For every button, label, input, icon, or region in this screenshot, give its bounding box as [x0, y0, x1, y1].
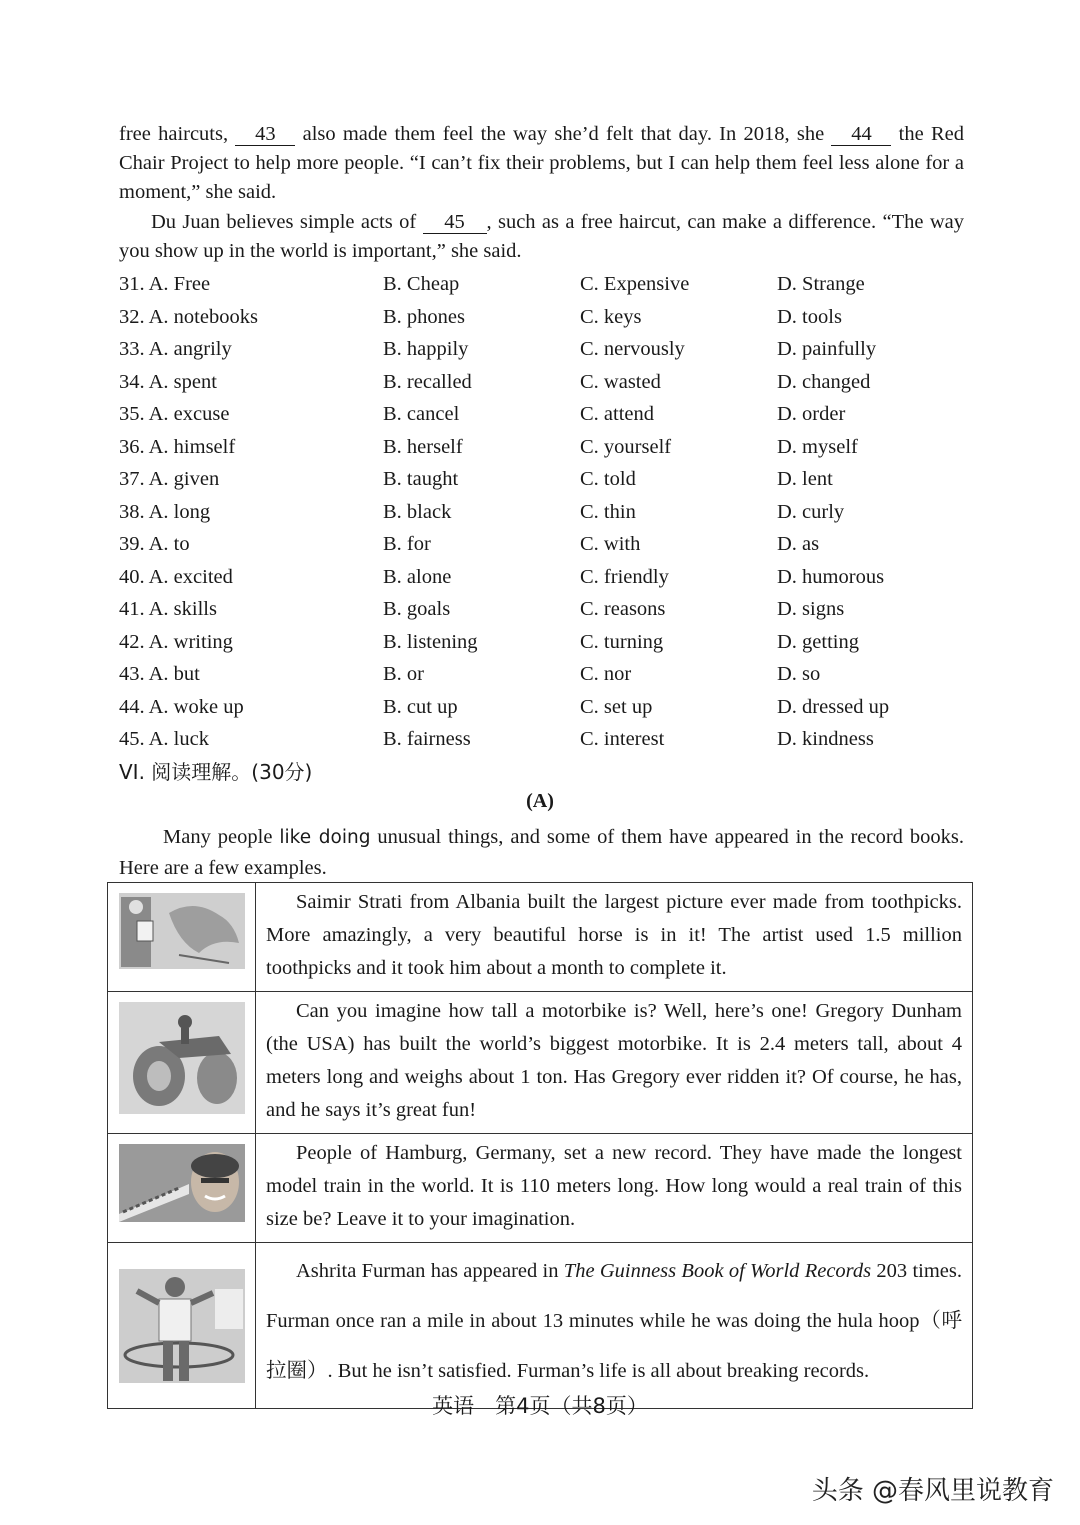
table-row: [108, 1134, 973, 1243]
option-choice: C. wasted: [580, 370, 661, 393]
option-row: [119, 398, 979, 431]
option-choice: D. as: [777, 533, 820, 555]
option-choice: 43. A. but: [119, 663, 200, 685]
passage-text: also made them feel the way she’d felt that day. In 2018, she: [295, 123, 832, 145]
option-choice: 40. A. excited: [119, 565, 233, 588]
option-choice: C. nor: [580, 663, 632, 685]
reading-intro: [119, 822, 964, 884]
option-choice: D. getting: [777, 630, 859, 653]
record-text: People of Hamburg, Germany, set a new record. They have made the longest model train in the world. It is 110 meters long. How long would a real train of this size be? Leave it to your imagination.: [266, 1142, 962, 1230]
option-row: [119, 463, 979, 496]
option-choice: D. tools: [777, 305, 842, 328]
option-choice: B. listening: [383, 630, 478, 653]
passage-text: , such as a free haircut, can make a difference. “The way you show up in the world is important,” she said.: [119, 211, 964, 262]
option-row: [119, 268, 979, 301]
record-text: 203 times. Furman once ran a mile in about 13 minutes while he was doing the hula hoop（呼拉圈）. But he isn’t satisfied. Furman’s life is all about breaking records.: [266, 1260, 962, 1382]
option-choice: C. interest: [580, 728, 665, 750]
option-choice: D. Strange: [777, 273, 865, 295]
option-choice: 37. A. given: [119, 468, 220, 490]
option-choice: 33. A. angrily: [119, 338, 232, 360]
option-choice: 42. A. writing: [119, 630, 233, 653]
photo-cell: [108, 883, 256, 992]
records-table: [107, 882, 973, 1409]
option-row: [119, 528, 979, 561]
option-choice: D. humorous: [777, 565, 885, 588]
blank-45: 45: [423, 211, 487, 234]
option-choice: C. set up: [580, 695, 653, 718]
option-row: [119, 366, 979, 399]
option-choice: C. yourself: [580, 435, 672, 458]
option-choice: D. painfully: [777, 338, 877, 360]
option-choice: 36. A. himself: [119, 435, 236, 458]
option-choice: C. friendly: [580, 565, 669, 588]
option-choice: B. alone: [383, 565, 452, 588]
option-choice: B. taught: [383, 468, 459, 490]
option-choice: D. lent: [777, 468, 833, 490]
option-row: [119, 593, 979, 626]
passage-text: Du Juan believes simple acts of: [151, 211, 423, 233]
blank-44: 44: [831, 123, 891, 146]
intro-text: unusual things, and some of them have appeared in the record books. Here are a few examples.: [119, 826, 964, 879]
photo-cell: [108, 1243, 256, 1409]
option-choice: 44. A. woke up: [119, 695, 244, 718]
option-choice: C. thin: [580, 500, 636, 523]
option-row: [119, 496, 979, 529]
hula-hoop-photo: [119, 1269, 245, 1383]
option-choice: C. told: [580, 468, 636, 490]
photo-cell: [108, 992, 256, 1134]
intro-text: Many people: [163, 826, 280, 848]
option-choice: B. or: [383, 663, 424, 685]
option-choice: D. order: [777, 403, 846, 425]
option-row: [119, 301, 979, 334]
record-text-cell: [256, 1243, 973, 1409]
option-choice: 34. A. spent: [119, 370, 217, 393]
record-text: Can you imagine how tall a motorbike is? Well, here’s one! Gregory Dunham (the USA) has built the world’s biggest motorbike. It is 2.4 meters tall, about 4 meters long and weighs about 1 ton. Has Gregory ever ridden it? Of course, he has, and he says it’s great fun!: [266, 1000, 962, 1121]
passage-paragraph-1: [119, 120, 964, 207]
option-row: [119, 723, 979, 756]
record-text: Saimir Strati from Albania built the largest picture ever made from toothpicks. More amazingly, a very beautiful horse is in it! The artist used 1.5 million toothpicks and it took him about a month to complete it.: [266, 891, 962, 979]
option-choice: B. fairness: [383, 728, 471, 750]
option-choice: D. curly: [777, 500, 845, 523]
option-choice: 32. A. notebooks: [119, 305, 258, 328]
record-text-cell: [256, 1134, 973, 1243]
record-text: Ashrita Furman has appeared in: [296, 1260, 564, 1282]
option-choice: D. myself: [777, 435, 858, 458]
option-row: [119, 333, 979, 366]
answer-options: [119, 268, 979, 756]
option-choice: C. keys: [580, 305, 642, 328]
option-row: [119, 561, 979, 594]
record-text-cell: [256, 992, 973, 1134]
table-row: [108, 1243, 973, 1409]
option-choice: D. dressed up: [777, 695, 890, 718]
motorbike-photo: [119, 1002, 245, 1114]
table-row: [108, 883, 973, 992]
option-choice: C. turning: [580, 630, 664, 653]
option-choice: B. goals: [383, 598, 451, 620]
book-title: The Guinness Book of World Records: [563, 1260, 872, 1282]
intro-text-mixed: like doing: [279, 827, 371, 848]
option-row: [119, 691, 979, 724]
passage-text: the Red Chair Project to help more people. “I can’t fix their problems, but I can help them feel less alone for a moment,” she said.: [119, 123, 964, 203]
option-choice: D. so: [777, 663, 821, 685]
option-choice: 45. A. luck: [119, 728, 209, 750]
option-choice: B. for: [383, 533, 431, 555]
photo-cell: [108, 1134, 256, 1243]
option-choice: 39. A. to: [119, 533, 190, 555]
section-heading: VI. 阅读理解。(30分): [119, 760, 313, 784]
option-row: [119, 431, 979, 464]
option-choice: B. cut up: [383, 695, 458, 718]
option-choice: C. reasons: [580, 598, 666, 620]
option-choice: 41. A. skills: [119, 598, 217, 620]
option-choice: C. nervously: [580, 338, 685, 360]
option-row: [119, 626, 979, 659]
blank-43: 43: [235, 123, 295, 146]
option-choice: B. herself: [383, 435, 463, 458]
option-choice: D. kindness: [777, 728, 874, 750]
watermark: 头条 @春风里说教育: [811, 1476, 1054, 1506]
option-choice: B. cancel: [383, 403, 460, 425]
record-text-cell: [256, 883, 973, 992]
option-choice: B. phones: [383, 305, 465, 328]
option-choice: 38. A. long: [119, 500, 211, 523]
option-choice: B. Cheap: [383, 273, 460, 295]
option-choice: 35. A. excuse: [119, 403, 230, 425]
passage-paragraph-2: [119, 208, 964, 266]
passage-text: free haircuts,: [119, 123, 236, 145]
option-choice: D. changed: [777, 370, 871, 393]
option-choice: B. recalled: [383, 370, 472, 393]
toothpick-horse-photo: [119, 893, 245, 969]
page-footer: 英语 第4页（共8页）: [432, 1394, 648, 1418]
option-choice: 31. A. Free: [119, 273, 211, 295]
option-choice: B. black: [383, 500, 452, 523]
subsection-heading: (A): [526, 790, 554, 812]
option-choice: B. happily: [383, 338, 469, 360]
option-choice: C. with: [580, 533, 641, 555]
option-choice: C. attend: [580, 403, 655, 425]
model-train-photo: [119, 1144, 245, 1222]
table-row: [108, 992, 973, 1134]
option-choice: C. Expensive: [580, 273, 690, 295]
option-row: [119, 658, 979, 691]
option-choice: D. signs: [777, 598, 845, 620]
